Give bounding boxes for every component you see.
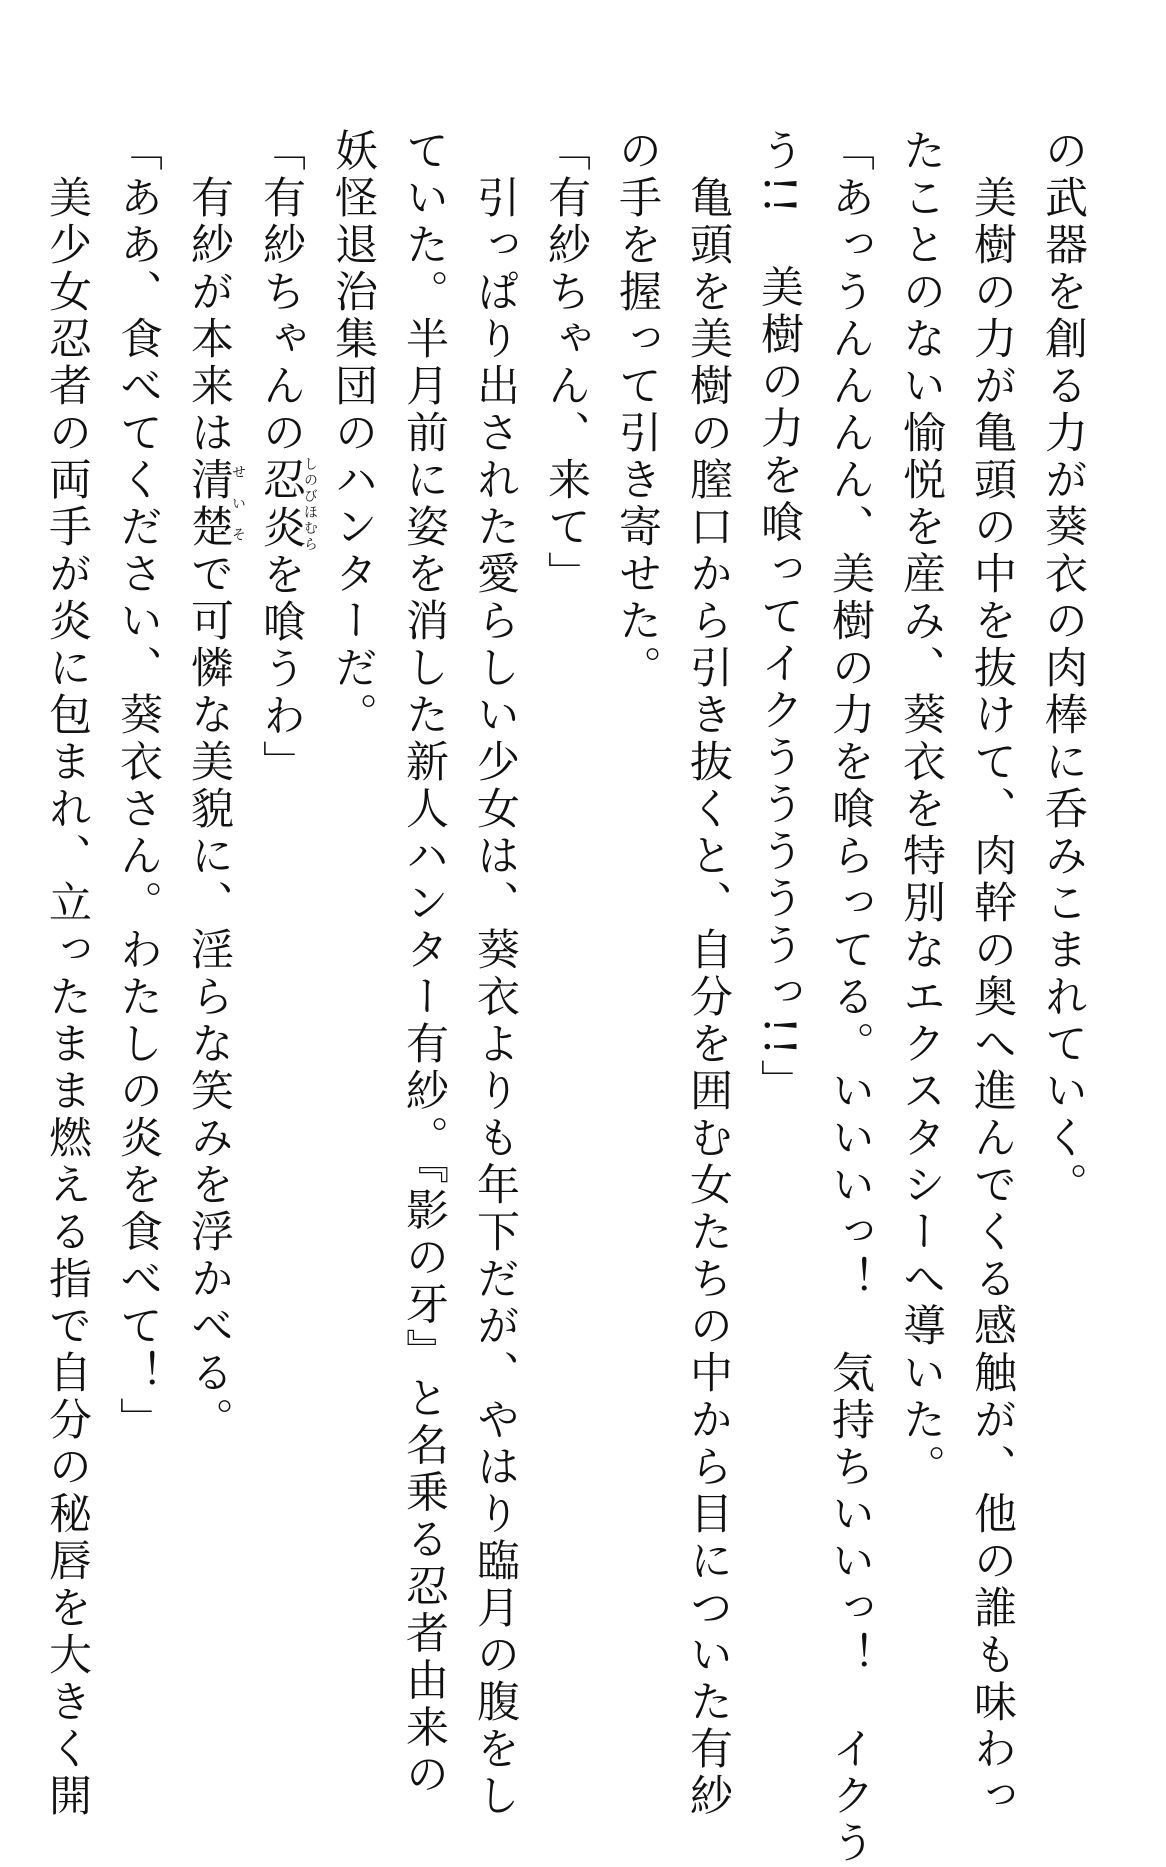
ruby-reading-seiso: せいそ (230, 457, 246, 551)
text-line-7: の手を握って引き寄せた。 (612, 128, 662, 692)
text-line-8: 「有紗ちゃん、来て」 (541, 128, 591, 598)
text-line-11: 妖怪退治集団のハンターだ。 (328, 128, 378, 739)
vertical-text-block (42, 128, 1098, 1867)
text-line-9: 引っぱり出された愛らしい少女は、葵衣よりも年下だが、やはり臨月の腹をし (470, 128, 520, 1820)
text-line-1: の武器を創る力が葵衣の肉棒に呑みこまれていく。 (1038, 128, 1088, 1209)
text-line-12 (245, 128, 317, 1598)
text-line-13-start: 有紗が本来は (184, 128, 234, 457)
text-line-5: う!! 美樹の力を喰ってイクうううううっ!!」 (754, 128, 804, 1107)
text-line-6: 亀頭を美樹の膣口から引き抜くと、自分を囲む女たちの中から目についた有紗 (683, 128, 733, 1820)
ruby-base-seiso: 清楚 (184, 457, 234, 551)
text-line-14: 「ああ、食べてください、葵衣さん。わたしの炎を食べて！」 (113, 128, 163, 1444)
text-line-12-end: を喰うわ」 (256, 552, 306, 787)
text-line-4: 「あっうんんんん、美樹の力を喰らってる。いいいっ！ 気持ちいいっ！ イクう (825, 128, 875, 1867)
ruby-base-shinobihomura: 忍炎 (256, 456, 306, 553)
ruby-seiso (184, 457, 246, 551)
text-line-3: たことのない愉悦を産み、葵衣を特別なエクスタシーへ導いた。 (896, 128, 946, 1491)
text-line-2: 美樹の力が亀頭の中を抜けて、肉幹の奥へ進んでくる感触が、他の誰も味わっ (967, 128, 1017, 1820)
text-line-13 (173, 128, 245, 1598)
ruby-reading-shinobihomura: しのびほむら (302, 456, 318, 553)
text-line-10: ていた。半月前に姿を消した新人ハンター有紗。『影の牙』と名乗る忍者由来の (399, 128, 449, 1799)
text-line-15: 美少女忍者の両手が炎に包まれ、立ったまま燃える指で自分の秘唇を大きく開 (42, 128, 92, 1820)
text-line-12-start: 「有紗ちゃんの (256, 128, 306, 457)
text-line-13-end: で可憐な美貌に、淫らな笑みを浮かべる。 (184, 551, 234, 1444)
ruby-shinobihomura (256, 456, 318, 553)
